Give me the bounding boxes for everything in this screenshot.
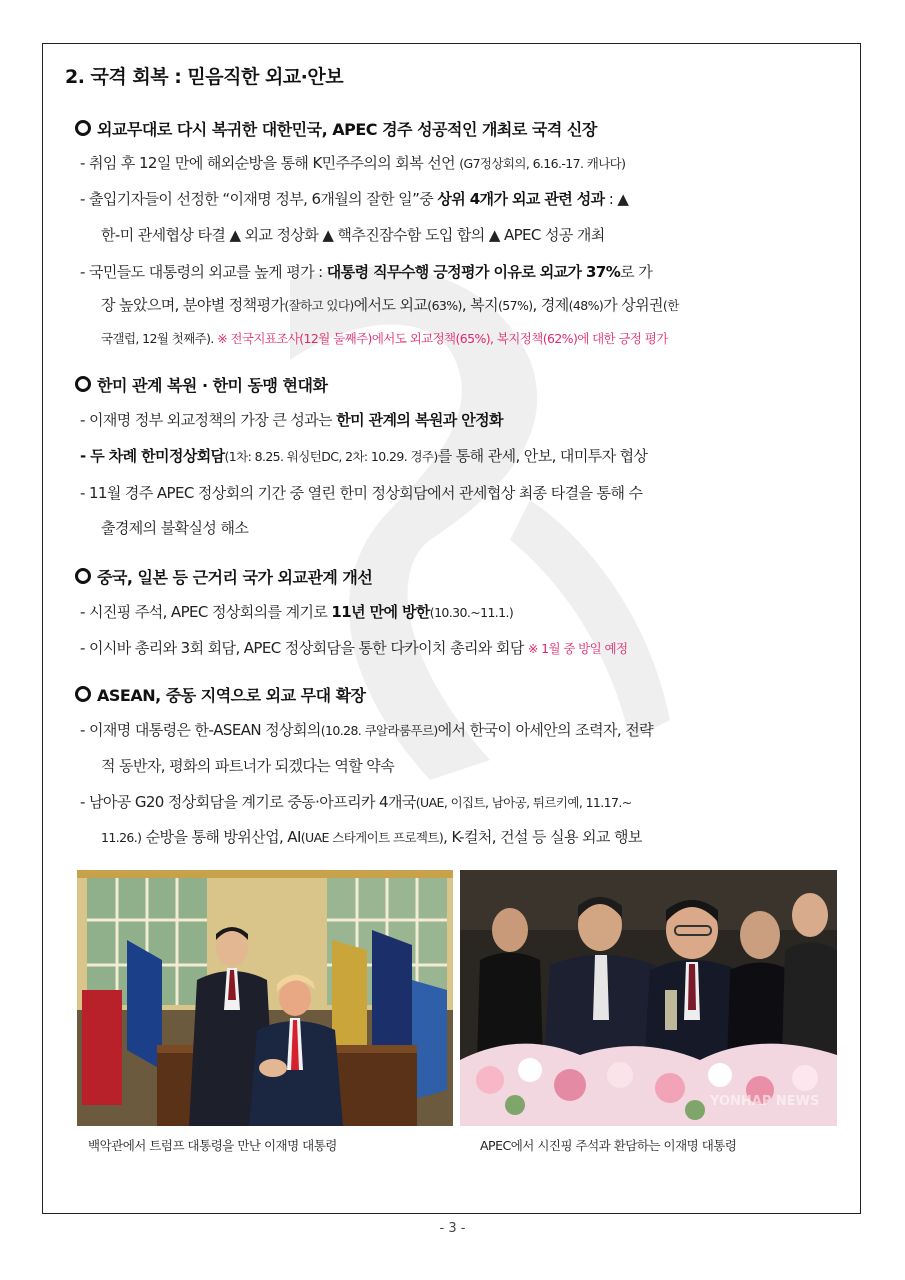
section-1-title: 외교무대로 다시 복귀한 대한민국, APEC 경주 성공적인 개최로 국격 신장 bbox=[75, 117, 597, 140]
section-3-title: 중국, 일본 등 근거리 국가 외교관계 개선 bbox=[75, 565, 372, 588]
s1-line-5: 장 높았으며, 분야별 정책평가(잘하고 있다)에서도 외교(63%), 복지(57%), 경제(48%)가 상위권(한 bbox=[101, 296, 679, 314]
s1-line-2: - 출입기자들이 선정한 “이재명 정부, 6개월의 잘한 일”중 상위 4개가 외교 관련 성과 : ▲ bbox=[80, 190, 629, 208]
s2-line-1: - 이재명 정부 외교정책의 가장 큰 성과는 한미 관계의 복원과 안정화 bbox=[80, 411, 503, 429]
s1-line-1: - 취임 후 12일 만에 해외순방을 통해 K민주주의의 회복 선언 (G7정상회의, 6.16.-17. 캐나다) bbox=[80, 154, 626, 172]
circle-bullet-icon bbox=[75, 686, 91, 702]
s2-line-4: 출경제의 불확실성 해소 bbox=[101, 519, 249, 537]
section-2-title: 한미 관계 복원 · 한미 동맹 현대화 bbox=[75, 373, 327, 396]
circle-bullet-icon bbox=[75, 568, 91, 584]
s4-line-2: 적 동반자, 평화의 파트너가 되겠다는 역할 약속 bbox=[101, 757, 395, 775]
s4-line-1: - 이재명 대통령은 한-ASEAN 정상회의(10.28. 쿠알라룸푸르)에서 한국이 아세안의 조력자, 전략 bbox=[80, 721, 653, 739]
page-number: - 3 - bbox=[439, 1221, 466, 1236]
circle-bullet-icon bbox=[75, 376, 91, 392]
s1-line-3: 한-미 관세협상 타결 ▲ 외교 정상화 ▲ 핵추진잠수함 도입 합의 ▲ APEC 성공 개최 bbox=[101, 226, 605, 244]
note-highlight: ※ 전국지표조사(12월 둘째주)에서도 외교정책(65%), 복지정책(62%)에 대한 긍정 평가 bbox=[217, 331, 668, 346]
s2-line-3: - 11월 경주 APEC 정상회의 기간 중 열린 한미 정상회담에서 관세협상 최종 타결을 통해 수 bbox=[80, 484, 643, 502]
s1-line-6: 국갤럽, 12월 첫째주). ※ 전국지표조사(12월 둘째주)에서도 외교정책(65%), 복지정책(62%)에 대한 긍정 평가 bbox=[101, 331, 668, 346]
s4-line-4: 11.26.) 순방을 통해 방위산업, AI(UAE 스타게이트 프로젝트), K-컬처, 건설 등 실용 외교 행보 bbox=[101, 828, 642, 846]
s3-line-2: - 이시바 총리와 3회 회담, APEC 정상회담을 통한 다카이치 총리와 회담 ※ 1월 중 방일 예정 bbox=[80, 639, 628, 657]
section-heading: 2. 국격 회복 : 믿음직한 외교·안보 bbox=[65, 66, 344, 88]
photo-white-house bbox=[77, 870, 453, 1126]
note-highlight: ※ 1월 중 방일 예정 bbox=[527, 641, 628, 656]
s4-line-3: - 남아공 G20 정상회담을 계기로 중동·아프리카 4개국(UAE, 이집트, 남아공, 튀르키예, 11.17.~ bbox=[80, 793, 632, 811]
s2-line-2: - 두 차례 한미정상회담(1차: 8.25. 워싱턴DC, 2차: 10.29. 경주)를 통해 관세, 안보, 대미투자 협상 bbox=[80, 447, 648, 465]
yonhap-watermark: YONHAP NEWS bbox=[710, 1094, 820, 1109]
photo-apec bbox=[460, 870, 837, 1126]
section-4-title: ASEAN, 중동 지역으로 외교 무대 확장 bbox=[75, 683, 366, 706]
s3-line-1: - 시진핑 주석, APEC 정상회의를 계기로 11년 만에 방한(10.30.~11.1.) bbox=[80, 603, 514, 621]
caption-photo-2: APEC에서 시진핑 주석과 환담하는 이재명 대통령 bbox=[480, 1138, 737, 1153]
caption-photo-1: 백악관에서 트럼프 대통령을 만난 이재명 대통령 bbox=[88, 1138, 337, 1153]
s1-line-4: - 국민들도 대통령의 외교를 높게 평가 : 대통령 직무수행 긍정평가 이유로 외교가 37%로 가 bbox=[80, 263, 653, 281]
circle-bullet-icon bbox=[75, 120, 91, 136]
